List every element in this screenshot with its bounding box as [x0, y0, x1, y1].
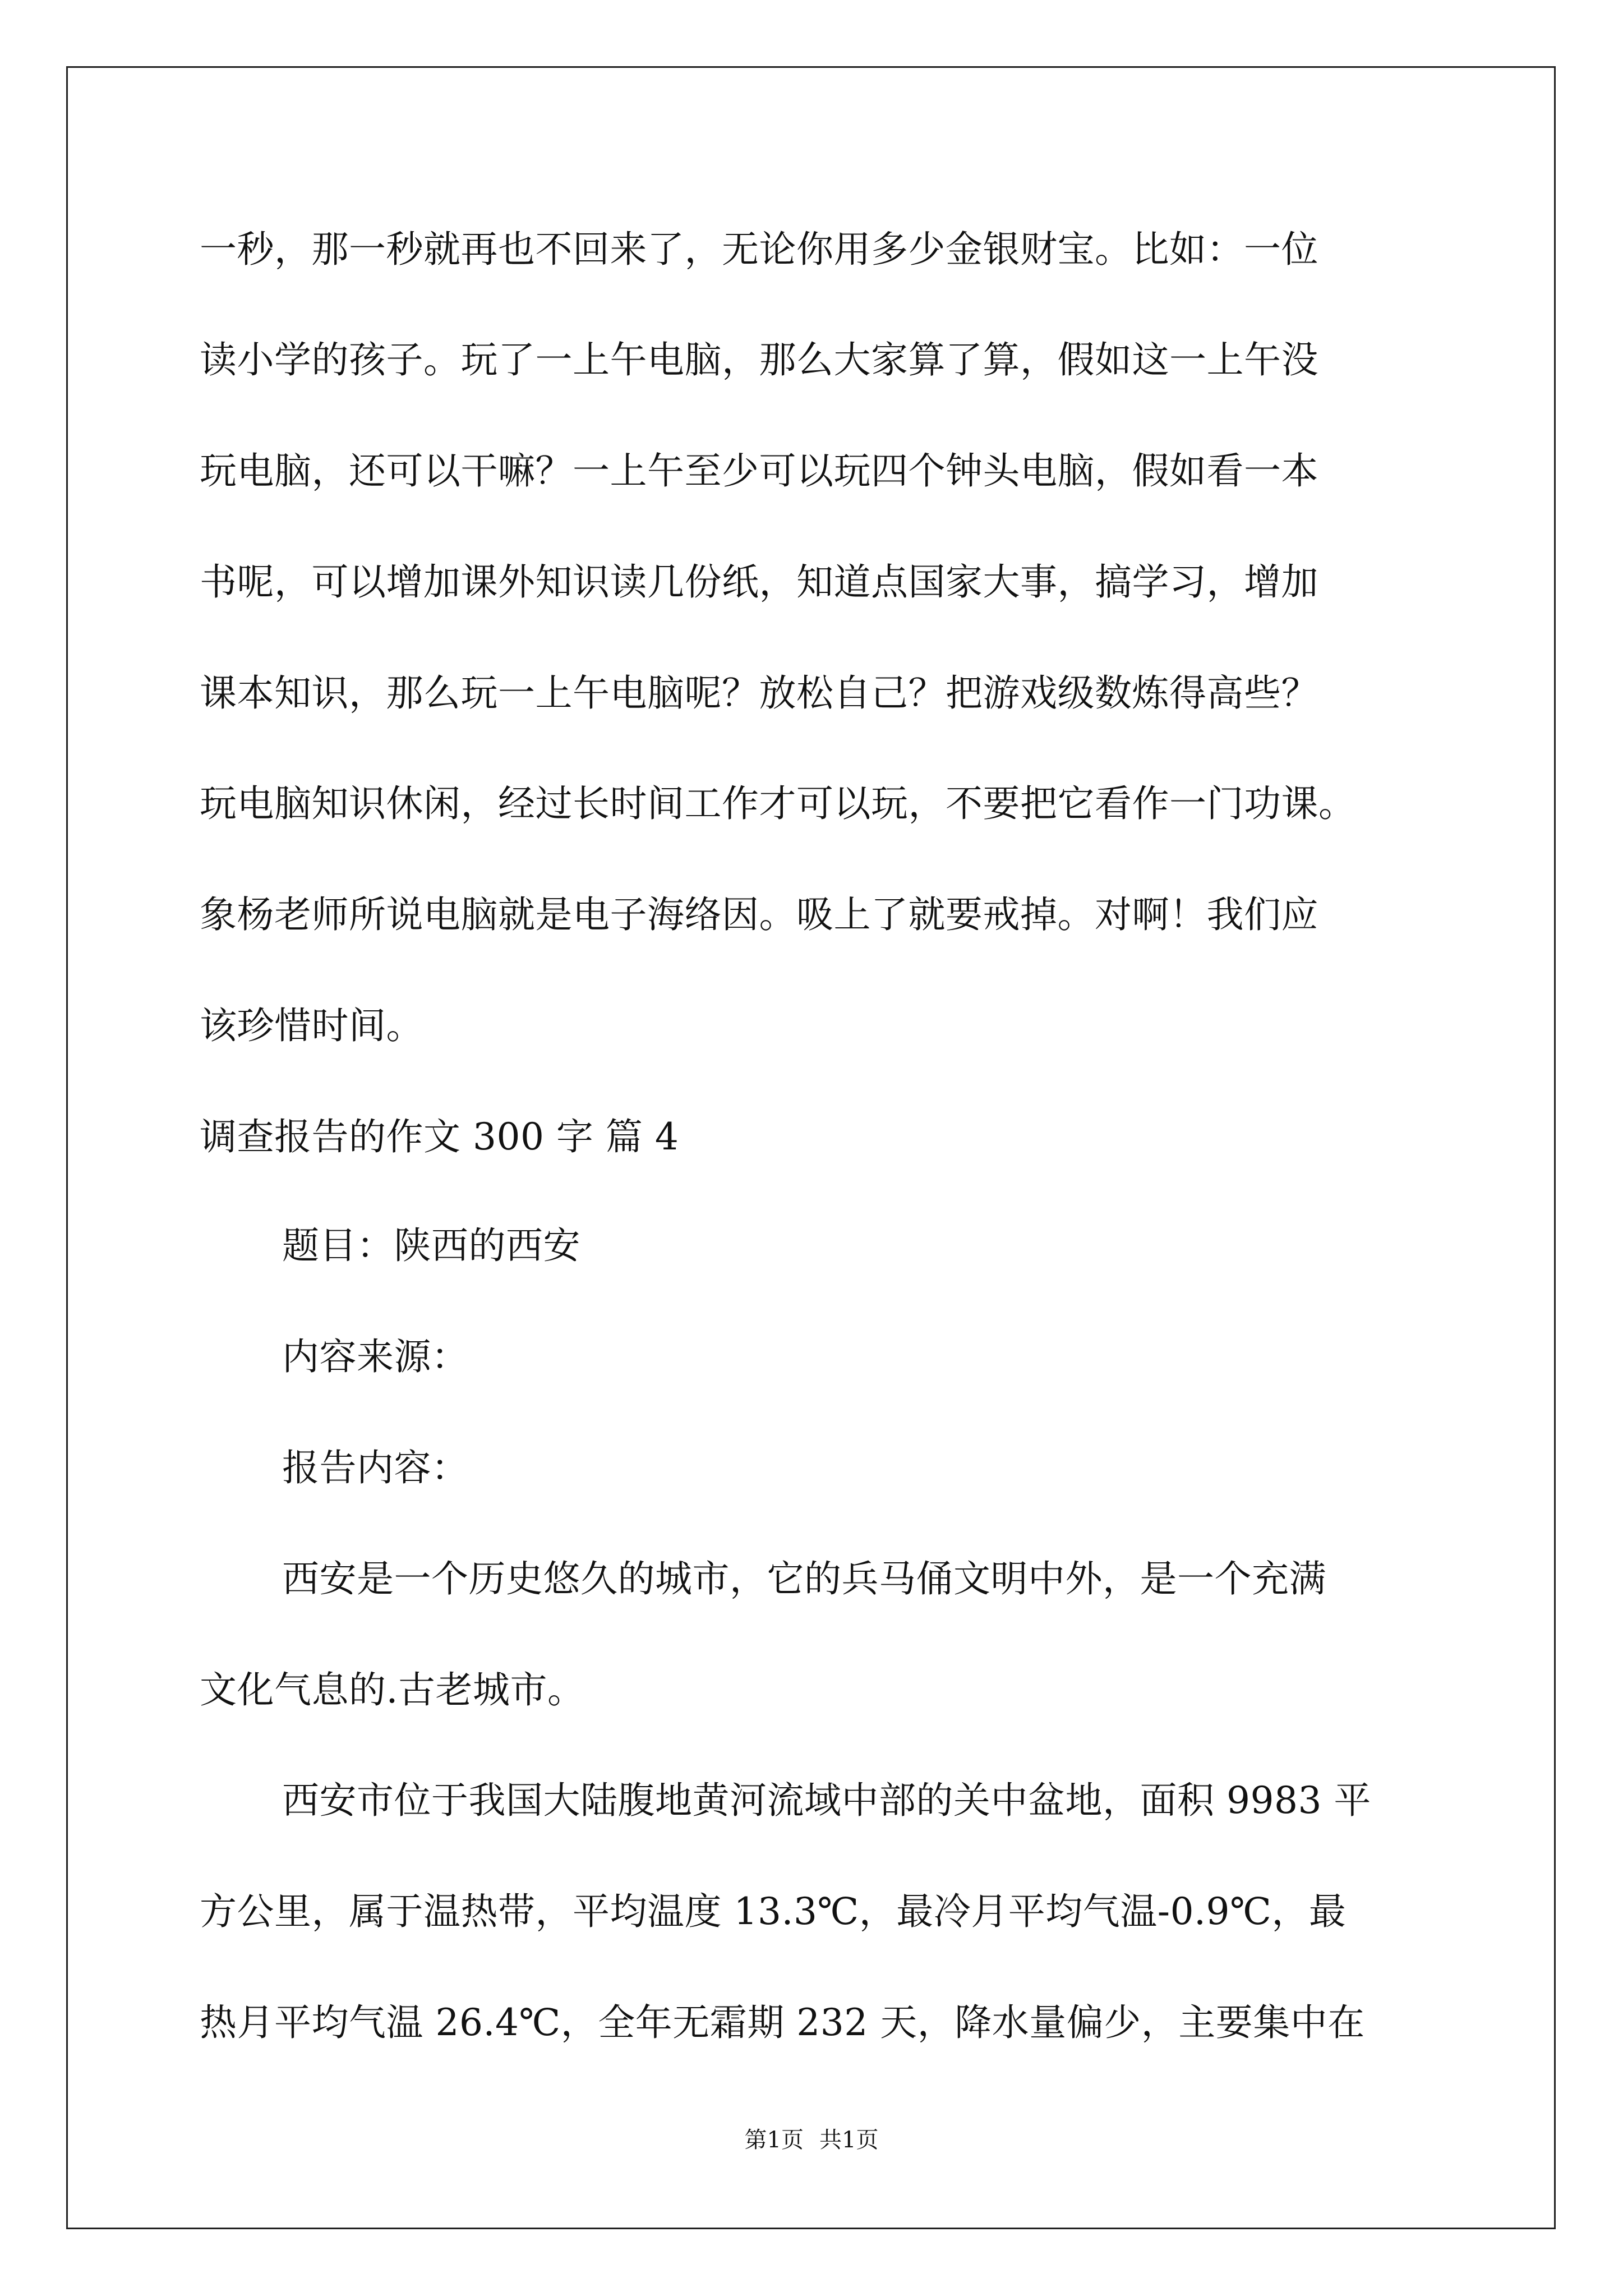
paragraph-line: 方公里，属于温热带，平均温度 13.3℃，最冷月平均气温-0.9℃，最: [200, 1890, 1347, 1933]
page-total: 共1页: [819, 2127, 879, 2153]
text-line: 玩电脑，还可以干嘛？一上午至少可以玩四个钟头电脑，假如看一本: [200, 449, 1318, 493]
text-line: 读小学的孩子。玩了一上午电脑，那么大家算了算，假如这一上午没: [200, 338, 1318, 381]
text-line: 书呢，可以增加课外知识读几份纸，知道点国家大事，搞学习，增加: [200, 560, 1318, 604]
page-footer: [0, 2126, 1623, 2154]
report-label: 报告内容：: [282, 1446, 469, 1489]
text-line: 该珍惜时间。: [200, 1004, 423, 1047]
paragraph-line: 文化气息的.古老城市。: [200, 1668, 585, 1711]
text-line: 课本知识，那么玩一上午电脑呢？放松自己？把游戏级数炼得高些？: [200, 671, 1318, 715]
page-number: 第1页: [744, 2127, 804, 2153]
text-line: 象杨老师所说电脑就是电子海络因。吸上了就要戒掉。对啊！我们应: [200, 893, 1318, 936]
paragraph-line: 西安市位于我国大陆腹地黄河流域中部的关中盆地，面积 9983 平: [282, 1779, 1371, 1822]
text-line: 玩电脑知识休闲，经过长时间工作才可以玩，不要把它看作一门功课。: [200, 782, 1356, 825]
source-line: 内容来源：: [282, 1335, 469, 1378]
paragraph-line: 西安是一个历史悠久的城市，它的兵马俑文明中外，是一个充满: [282, 1557, 1326, 1600]
topic-line: 题目：陕西的西安: [282, 1224, 580, 1267]
paragraph-line: 热月平均气温 26.4℃，全年无霜期 232 天，降水量偏少，主要集中在: [200, 2001, 1365, 2044]
section-heading: 调查报告的作文 300 字 篇 4: [200, 1115, 679, 1158]
text-line: 一秒，那一秒就再也不回来了，无论你用多少金银财宝。比如：一位: [200, 228, 1318, 271]
